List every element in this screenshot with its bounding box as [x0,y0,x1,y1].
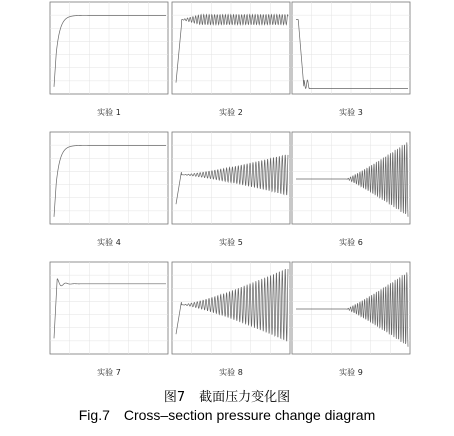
figure-caption-en [0,407,454,423]
figure-title-cn: 截面压力变化图 [199,390,291,405]
figure-number-en: Fig.7 [78,407,110,423]
plot-caption: 实验 4 [97,238,121,247]
plot-caption: 实验 3 [339,108,363,117]
plot-caption: 实验 6 [339,238,363,247]
plot-caption: 实验 8 [219,368,243,377]
plot-caption: 实验 9 [339,368,363,377]
plot-caption: 实验 2 [219,108,243,117]
figure-title-en: Cross–section pressure change diagram [123,407,376,423]
plot-caption: 实验 1 [97,108,121,117]
plot-caption: 实验 7 [97,368,121,377]
figure-number-cn: 图7 [163,390,186,405]
plot-caption: 实验 5 [219,238,243,247]
figure-caption-cn [0,386,454,405]
